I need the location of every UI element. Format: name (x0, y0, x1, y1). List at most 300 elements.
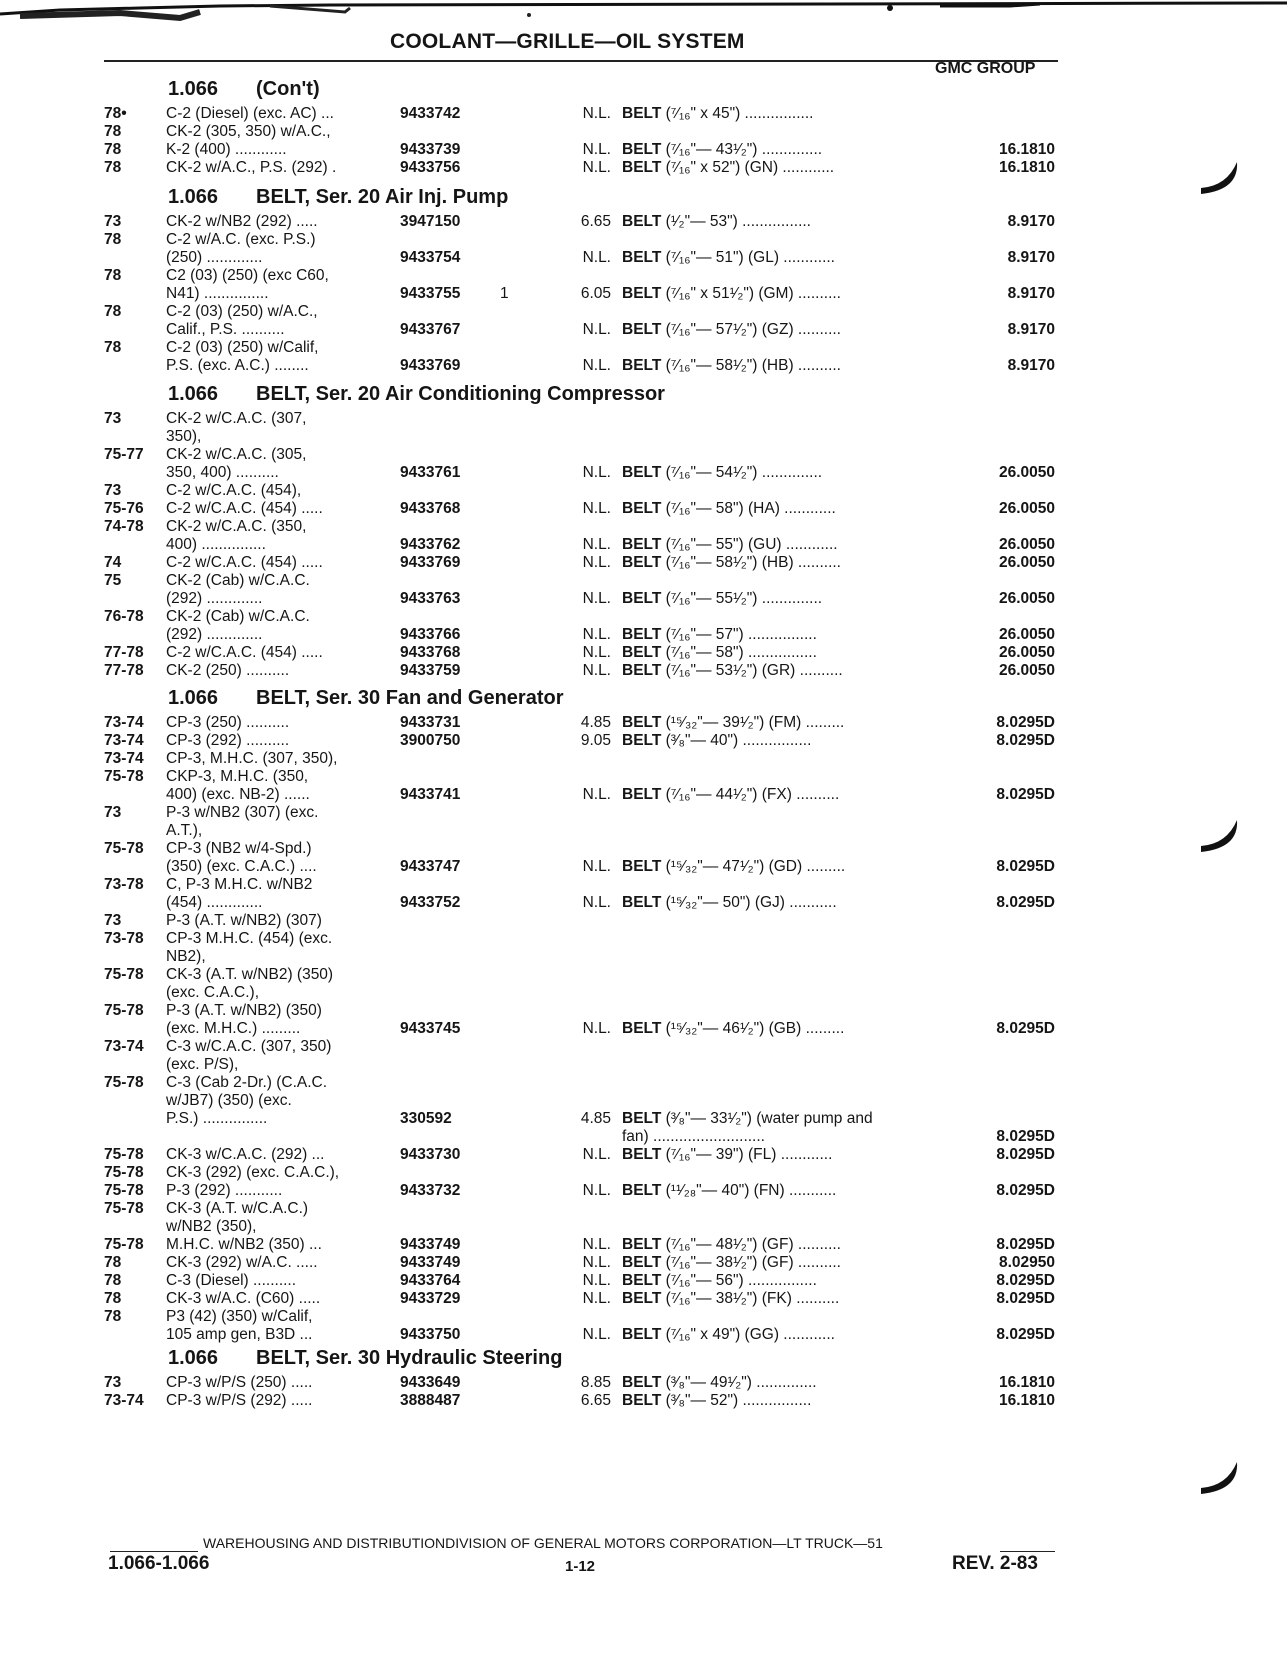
application-description: (exc. M.H.C.) ......... (166, 1020, 301, 1037)
labor-code: 8.0295D (996, 894, 1055, 911)
model-year: 75-78 (104, 1146, 144, 1163)
belt-size: (⁷⁄₁₆" x 45") ................ (665, 105, 814, 122)
application-description: 400) (exc. NB-2) ...... (166, 786, 310, 803)
part-number: 3900750 (400, 732, 461, 749)
belt-description (622, 249, 835, 267)
belt-description (622, 1290, 839, 1308)
price: N.L. (582, 1182, 611, 1199)
price: N.L. (582, 858, 611, 875)
labor-code: 26.0050 (998, 500, 1055, 517)
belt-size: (⁷⁄₁₆"— 44¹⁄₂") (FX) .......... (665, 786, 840, 803)
price: N.L. (582, 894, 611, 911)
belt-label: BELT (622, 105, 662, 122)
belt-label: BELT (622, 213, 662, 230)
application-description: C-2 w/C.A.C. (454) ..... (166, 644, 323, 661)
part-number: 9433732 (400, 1182, 461, 1199)
model-year: 75-78 (104, 1236, 144, 1253)
labor-code: 8.0295D (996, 732, 1055, 749)
price: N.L. (582, 554, 611, 571)
header-rule (104, 60, 1058, 62)
belt-size: (⁷⁄₁₆" x 52") (GN) ............ (665, 159, 835, 176)
belt-label: BELT (622, 786, 662, 803)
belt-description (622, 141, 822, 159)
application-description: NB2), (166, 948, 206, 965)
part-number: 9433745 (400, 1020, 461, 1037)
labor-code: 26.0050 (998, 644, 1055, 661)
application-description: Calif., P.S. .......... (166, 321, 285, 338)
belt-label: BELT (622, 285, 662, 302)
model-year: 78 (104, 339, 122, 356)
belt-size: (⁷⁄₁₆"— 54¹⁄₂") .............. (665, 464, 823, 481)
labor-code: 8.9170 (1007, 285, 1055, 302)
application-description: (exc. P/S), (166, 1056, 239, 1073)
price: 8.85 (580, 1374, 611, 1391)
part-number: 9433755 (400, 285, 461, 302)
model-year: 78 (104, 1272, 122, 1289)
model-year: 73-78 (104, 876, 144, 893)
belt-size: (¹⁵⁄₃₂"— 47¹⁄₂") (GD) ......... (665, 858, 846, 875)
application-description: P3 (42) (350) w/Calif, (166, 1308, 313, 1325)
application-description: CK-3 (292) w/A.C. ..... (166, 1254, 318, 1271)
application-description: (250) ............. (166, 249, 263, 266)
page-title: COOLANT—GRILLE—OIL SYSTEM (390, 30, 745, 53)
section-heading (168, 78, 320, 101)
section-number: 1.066 (168, 78, 219, 100)
application-description: CK-3 (A.T. w/C.A.C.) (166, 1200, 309, 1217)
belt-label: BELT (622, 554, 662, 571)
belt-size: (⁷⁄₁₆"— 39") (FL) ............ (665, 1146, 833, 1163)
belt-size: (⁷⁄₁₆"— 38¹⁄₂") (GF) .......... (665, 1254, 841, 1271)
application-description: C-3 w/C.A.C. (307, 350) (166, 1038, 332, 1055)
price: N.L. (582, 644, 611, 661)
belt-label: BELT (622, 1182, 662, 1199)
application-description: w/NB2 (350), (166, 1218, 257, 1235)
model-year: 75-78 (104, 1002, 144, 1019)
belt-size: (¹¹⁄₂₈"— 40") (FN) ........... (665, 1182, 837, 1199)
footer-rule-right (1000, 1551, 1055, 1552)
application-description: P.S. (exc. A.C.) ........ (166, 357, 309, 374)
belt-size: (⁷⁄₁₆"— 58") (HA) ............ (665, 500, 836, 517)
labor-code: 8.0295D (996, 1236, 1055, 1253)
belt-description (622, 213, 811, 231)
application-description: C-2 (Diesel) (exc. AC) ... (166, 105, 334, 122)
application-description: CK-2 w/C.A.C. (307, (166, 410, 307, 427)
price: N.L. (582, 500, 611, 517)
price: N.L. (582, 321, 611, 338)
model-year: 78 (104, 141, 122, 158)
belt-description (622, 554, 841, 572)
labor-code: 8.9170 (1007, 321, 1055, 338)
model-year: 78 (104, 1290, 122, 1307)
belt-description (622, 714, 844, 732)
section-title: BELT, Ser. 20 Air Inj. Pump (256, 186, 509, 208)
model-year: 73 (104, 410, 122, 427)
part-number: 9433761 (400, 464, 461, 481)
belt-size: (⁷⁄₁₆"— 55") (GU) ............ (665, 536, 838, 553)
belt-description (622, 105, 813, 123)
belt-description (622, 1326, 835, 1344)
belt-description (622, 1146, 832, 1164)
scan-edge-artifact (0, 0, 1287, 28)
application-description: C-2 w/C.A.C. (454) ..... (166, 554, 323, 571)
labor-code: 8.0295D (996, 1146, 1055, 1163)
belt-size: (⁷⁄₁₆"— 57¹⁄₂") (GZ) .......... (665, 321, 841, 338)
belt-size: (¹⁵⁄₃₂"— 39¹⁄₂") (FM) ......... (665, 714, 845, 731)
belt-description (622, 321, 841, 339)
application-description: (292) ............. (166, 590, 263, 607)
belt-label: BELT (622, 141, 662, 158)
belt-label: BELT (622, 1146, 662, 1163)
application-description: CK-2 w/A.C., P.S. (292) . (166, 159, 337, 176)
belt-description (622, 858, 845, 876)
model-year: 73-74 (104, 714, 144, 731)
labor-code: 8.0295D (996, 1272, 1055, 1289)
belt-size: fan) .......................... (622, 1128, 765, 1145)
part-number: 9433754 (400, 249, 461, 266)
application-description: C-2 (03) (250) w/Calif, (166, 339, 319, 356)
application-description: CK-3 w/A.C. (C60) ..... (166, 1290, 321, 1307)
belt-label: BELT (622, 1374, 662, 1391)
part-number: 9433752 (400, 894, 461, 911)
belt-description (622, 1254, 841, 1272)
price: N.L. (582, 1326, 611, 1343)
part-number: 9433749 (400, 1254, 461, 1271)
application-description: 350, 400) .......... (166, 464, 279, 481)
application-description: CP-3 (NB2 w/4-Spd.) (166, 840, 312, 857)
belt-description (622, 626, 817, 644)
application-description: CK-2 (Cab) w/C.A.C. (166, 572, 310, 589)
model-year: 75-77 (104, 446, 144, 463)
application-description: (454) ............. (166, 894, 263, 911)
application-description: (exc. C.A.C.), (166, 984, 260, 1001)
application-description: P-3 (A.T. w/NB2) (307) (166, 912, 322, 929)
belt-label: BELT (622, 1326, 662, 1343)
model-year: 74 (104, 554, 122, 571)
price: N.L. (582, 464, 611, 481)
belt-size: (³⁄₈"— 52") ................ (665, 1392, 812, 1409)
belt-size: (⁷⁄₁₆"— 57") ................ (665, 626, 817, 643)
labor-code: 8.0295D (996, 1182, 1055, 1199)
model-year: 73 (104, 213, 122, 230)
footer-page-number: 1-12 (565, 1558, 596, 1575)
application-description: CK-3 w/C.A.C. (292) ... (166, 1146, 325, 1163)
belt-size: (⁷⁄₁₆"— 51") (GL) ............ (665, 249, 835, 266)
price: 6.05 (580, 285, 611, 302)
belt-size: (¹⁄₂"— 53") ................ (665, 213, 811, 230)
belt-description (622, 644, 817, 662)
price: N.L. (582, 141, 611, 158)
labor-code: 8.0295D (996, 1326, 1055, 1343)
belt-size: (³⁄₈"— 40") ................ (665, 732, 812, 749)
labor-code: 8.9170 (1007, 249, 1055, 266)
belt-size: (⁷⁄₁₆" x 49") (GG) ............ (665, 1326, 835, 1343)
belt-size: (⁷⁄₁₆"— 56") ................ (665, 1272, 817, 1289)
belt-description (622, 894, 837, 912)
application-description: P-3 (A.T. w/NB2) (350) (166, 1002, 322, 1019)
labor-code: 16.1810 (998, 1392, 1055, 1409)
price: 9.05 (580, 732, 611, 749)
belt-label: BELT (622, 159, 662, 176)
application-description: CKP-3, M.H.C. (350, (166, 768, 309, 785)
part-number: 9433729 (400, 1290, 461, 1307)
section-heading (168, 687, 564, 710)
price: N.L. (582, 1146, 611, 1163)
application-description: CK-2 (305, 350) w/A.C., (166, 123, 331, 140)
application-description: P-3 w/NB2 (307) (exc. (166, 804, 319, 821)
part-number: 9433750 (400, 1326, 461, 1343)
model-year: 78 (104, 123, 122, 140)
belt-description (622, 1182, 836, 1200)
belt-description (622, 464, 822, 482)
part-number: 9433767 (400, 321, 461, 338)
application-description: CP-3 (250) .......... (166, 714, 290, 731)
model-year: 76-78 (104, 608, 144, 625)
application-description: CK-2 (250) .......... (166, 662, 290, 679)
model-year: 73 (104, 482, 122, 499)
labor-code: 26.0050 (998, 554, 1055, 571)
model-year: 75-76 (104, 500, 144, 517)
part-number: 9433768 (400, 644, 461, 661)
belt-label: BELT (622, 500, 662, 517)
model-year: 73-78 (104, 930, 144, 947)
price: 4.85 (580, 1110, 611, 1127)
model-year: 78 (104, 267, 122, 284)
belt-label: BELT (622, 662, 662, 679)
belt-description (622, 159, 834, 177)
footer-text: WAREHOUSING AND DISTRIBUTIONDIVISION OF GENERAL MOTORS CORPORATION—LT TRUCK—51 (203, 1535, 883, 1551)
part-number: 3947150 (400, 213, 461, 230)
belt-size: (⁷⁄₁₆"— 38¹⁄₂") (FK) .......... (665, 1290, 840, 1307)
belt-label: BELT (622, 626, 662, 643)
application-description: CK-2 (Cab) w/C.A.C. (166, 608, 310, 625)
model-year: 73-74 (104, 750, 144, 767)
belt-label: BELT (622, 464, 662, 481)
application-description: CK-3 (292) (exc. C.A.C.), (166, 1164, 340, 1181)
labor-code: 26.0050 (998, 590, 1055, 607)
labor-code: 16.1810 (998, 159, 1055, 176)
footer-rule-left (110, 1551, 198, 1552)
labor-code: 8.0295D (996, 786, 1055, 803)
model-year: 75 (104, 572, 122, 589)
section-heading (168, 1347, 562, 1370)
belt-description (622, 786, 839, 804)
application-description: C, P-3 M.H.C. w/NB2 (166, 876, 313, 893)
model-year: 77-78 (104, 644, 144, 661)
belt-label: BELT (622, 732, 662, 749)
model-year: 75-78 (104, 840, 144, 857)
belt-label: BELT (622, 357, 662, 374)
model-year: 73 (104, 912, 122, 929)
application-description: (350) (exc. C.A.C.) .... (166, 858, 317, 875)
part-number: 9433742 (400, 105, 461, 122)
model-year: 73 (104, 1374, 122, 1391)
labor-code: 8.9170 (1007, 357, 1055, 374)
belt-description (622, 1374, 817, 1392)
price: 4.85 (580, 714, 611, 731)
section-title: BELT, Ser. 30 Fan and Generator (256, 687, 564, 709)
part-number: 9433766 (400, 626, 461, 643)
group-label: GMC GROUP (935, 60, 1036, 77)
part-number: 3888487 (400, 1392, 461, 1409)
footer-section-range: 1.066-1.066 (108, 1553, 210, 1574)
model-year: 75-78 (104, 1164, 144, 1181)
belt-label: BELT (622, 1392, 662, 1409)
belt-description (622, 732, 811, 750)
part-number: 9433741 (400, 786, 461, 803)
price: N.L. (582, 1272, 611, 1289)
price: N.L. (582, 590, 611, 607)
application-description: 400) ............... (166, 536, 266, 553)
application-description: P.S.) ............... (166, 1110, 268, 1127)
price: 6.65 (580, 213, 611, 230)
part-number: 9433731 (400, 714, 461, 731)
part-number: 9433756 (400, 159, 461, 176)
belt-size: (⁷⁄₁₆"— 58¹⁄₂") (HB) .......... (665, 554, 841, 571)
price: N.L. (582, 159, 611, 176)
labor-code: 16.1810 (998, 1374, 1055, 1391)
section-number: 1.066 (168, 687, 219, 709)
belt-label: BELT (622, 1236, 662, 1253)
model-year: 78 (104, 1254, 122, 1271)
belt-size: (⁷⁄₁₆"— 43¹⁄₂") .............. (665, 141, 823, 158)
belt-size: (⁷⁄₁₆"— 53¹⁄₂") (GR) .......... (665, 662, 843, 679)
belt-size: (⁷⁄₁₆"— 55¹⁄₂") .............. (665, 590, 823, 607)
belt-description (622, 500, 836, 518)
labor-code: 8.02950 (998, 1254, 1055, 1271)
application-description: C-2 w/C.A.C. (454) ..... (166, 500, 323, 517)
part-number: 9433747 (400, 858, 461, 875)
belt-size: (¹⁵⁄₃₂"— 50") (GJ) ........... (665, 894, 837, 911)
application-description: N41) ............... (166, 285, 269, 302)
application-description: A.T.), (166, 822, 203, 839)
belt-label: BELT (622, 321, 662, 338)
belt-label: BELT (622, 894, 662, 911)
price: N.L. (582, 536, 611, 553)
belt-size: (⁷⁄₁₆" x 51¹⁄₂") (GM) .......... (665, 285, 841, 302)
part-number: 9433764 (400, 1272, 461, 1289)
part-number: 9433762 (400, 536, 461, 553)
application-description: CP-3 M.H.C. (454) (exc. (166, 930, 333, 947)
belt-size: (⁷⁄₁₆"— 58¹⁄₂") (HB) .......... (665, 357, 841, 374)
belt-description (622, 590, 822, 608)
application-description: C-2 w/C.A.C. (454), (166, 482, 302, 499)
part-number: 9433739 (400, 141, 461, 158)
model-year: 78 (104, 1308, 122, 1325)
belt-size: (³⁄₈"— 49¹⁄₂") .............. (665, 1374, 817, 1391)
belt-description (622, 1392, 811, 1410)
labor-code: 26.0050 (998, 626, 1055, 643)
labor-code: 26.0050 (998, 464, 1055, 481)
labor-code: 26.0050 (998, 662, 1055, 679)
part-number: 9433749 (400, 1236, 461, 1253)
belt-size: (⁷⁄₁₆"— 48¹⁄₂") (GF) .......... (665, 1236, 841, 1253)
belt-description (622, 1110, 873, 1128)
part-number: 9433769 (400, 554, 461, 571)
labor-code: 8.0295D (996, 1020, 1055, 1037)
section-number: 1.066 (168, 186, 219, 208)
belt-description (622, 536, 838, 554)
application-description: CP-3 (292) .......... (166, 732, 290, 749)
belt-size: (⁷⁄₁₆"— 58") ................ (665, 644, 817, 661)
belt-size: (³⁄₈"— 33¹⁄₂") (water pump and (665, 1110, 873, 1127)
application-description: CK-2 w/C.A.C. (305, (166, 446, 307, 463)
price: N.L. (582, 105, 611, 122)
footer-revision: REV. 2-83 (952, 1553, 1038, 1574)
application-description: C-3 (Diesel) .......... (166, 1272, 297, 1289)
quantity: 1 (500, 285, 509, 302)
section-title: BELT, Ser. 30 Hydraulic Steering (256, 1347, 563, 1369)
section-title: BELT, Ser. 20 Air Conditioning Compressor (256, 383, 665, 405)
application-description: K-2 (400) ............ (166, 141, 287, 158)
model-year: 75-78 (104, 768, 144, 785)
labor-code: 8.0295D (996, 1128, 1055, 1145)
application-description: CP-3, M.H.C. (307, 350), (166, 750, 338, 767)
price: N.L. (582, 1020, 611, 1037)
application-description: CK-3 (A.T. w/NB2) (350) (166, 966, 334, 983)
labor-code: 8.0295D (996, 714, 1055, 731)
belt-label: BELT (622, 858, 662, 875)
part-number: 9433730 (400, 1146, 461, 1163)
application-description: C-2 w/A.C. (exc. P.S.) (166, 231, 316, 248)
application-description: CK-2 w/NB2 (292) ..... (166, 213, 318, 230)
labor-code: 26.0050 (998, 536, 1055, 553)
belt-label: BELT (622, 590, 662, 607)
application-description: C2 (03) (250) (exc C60, (166, 267, 329, 284)
application-description: 105 amp gen, B3D ... (166, 1326, 313, 1343)
model-year: 73-74 (104, 732, 144, 749)
binding-hole-mark-middle (1197, 808, 1247, 858)
model-year: 78• (104, 105, 127, 122)
application-description: 350), (166, 428, 202, 445)
part-number: 330592 (400, 1110, 452, 1127)
labor-code: 8.0295D (996, 1290, 1055, 1307)
belt-label: BELT (622, 1020, 662, 1037)
belt-label: BELT (622, 1272, 662, 1289)
belt-label: BELT (622, 644, 662, 661)
price: N.L. (582, 1290, 611, 1307)
application-description: C-3 (Cab 2-Dr.) (C.A.C. (166, 1074, 328, 1091)
price: N.L. (582, 662, 611, 679)
model-year: 75-78 (104, 966, 144, 983)
belt-label: BELT (622, 1110, 662, 1127)
price: 6.65 (580, 1392, 611, 1409)
model-year: 78 (104, 159, 122, 176)
labor-code: 8.9170 (1007, 213, 1055, 230)
belt-description (622, 357, 841, 375)
part-number: 9433769 (400, 357, 461, 374)
belt-size: (¹⁵⁄₃₂"— 46¹⁄₂") (GB) ......... (665, 1020, 845, 1037)
application-description: CP-3 w/P/S (250) ..... (166, 1374, 313, 1391)
belt-description (622, 1236, 841, 1254)
price: N.L. (582, 357, 611, 374)
belt-description (622, 662, 843, 680)
belt-label: BELT (622, 1290, 662, 1307)
section-heading (168, 186, 508, 209)
belt-description (622, 1128, 765, 1146)
section-heading (168, 383, 665, 406)
belt-label: BELT (622, 249, 662, 266)
labor-code: 16.1810 (998, 141, 1055, 158)
model-year: 75-78 (104, 1074, 144, 1091)
model-year: 74-78 (104, 518, 144, 535)
part-number: 9433649 (400, 1374, 461, 1391)
application-description: (292) ............. (166, 626, 263, 643)
part-number: 9433768 (400, 500, 461, 517)
labor-code: 8.0295D (996, 858, 1055, 875)
part-number: 9433763 (400, 590, 461, 607)
model-year: 73-74 (104, 1392, 144, 1409)
application-description: w/JB7) (350) (exc. (166, 1092, 292, 1109)
